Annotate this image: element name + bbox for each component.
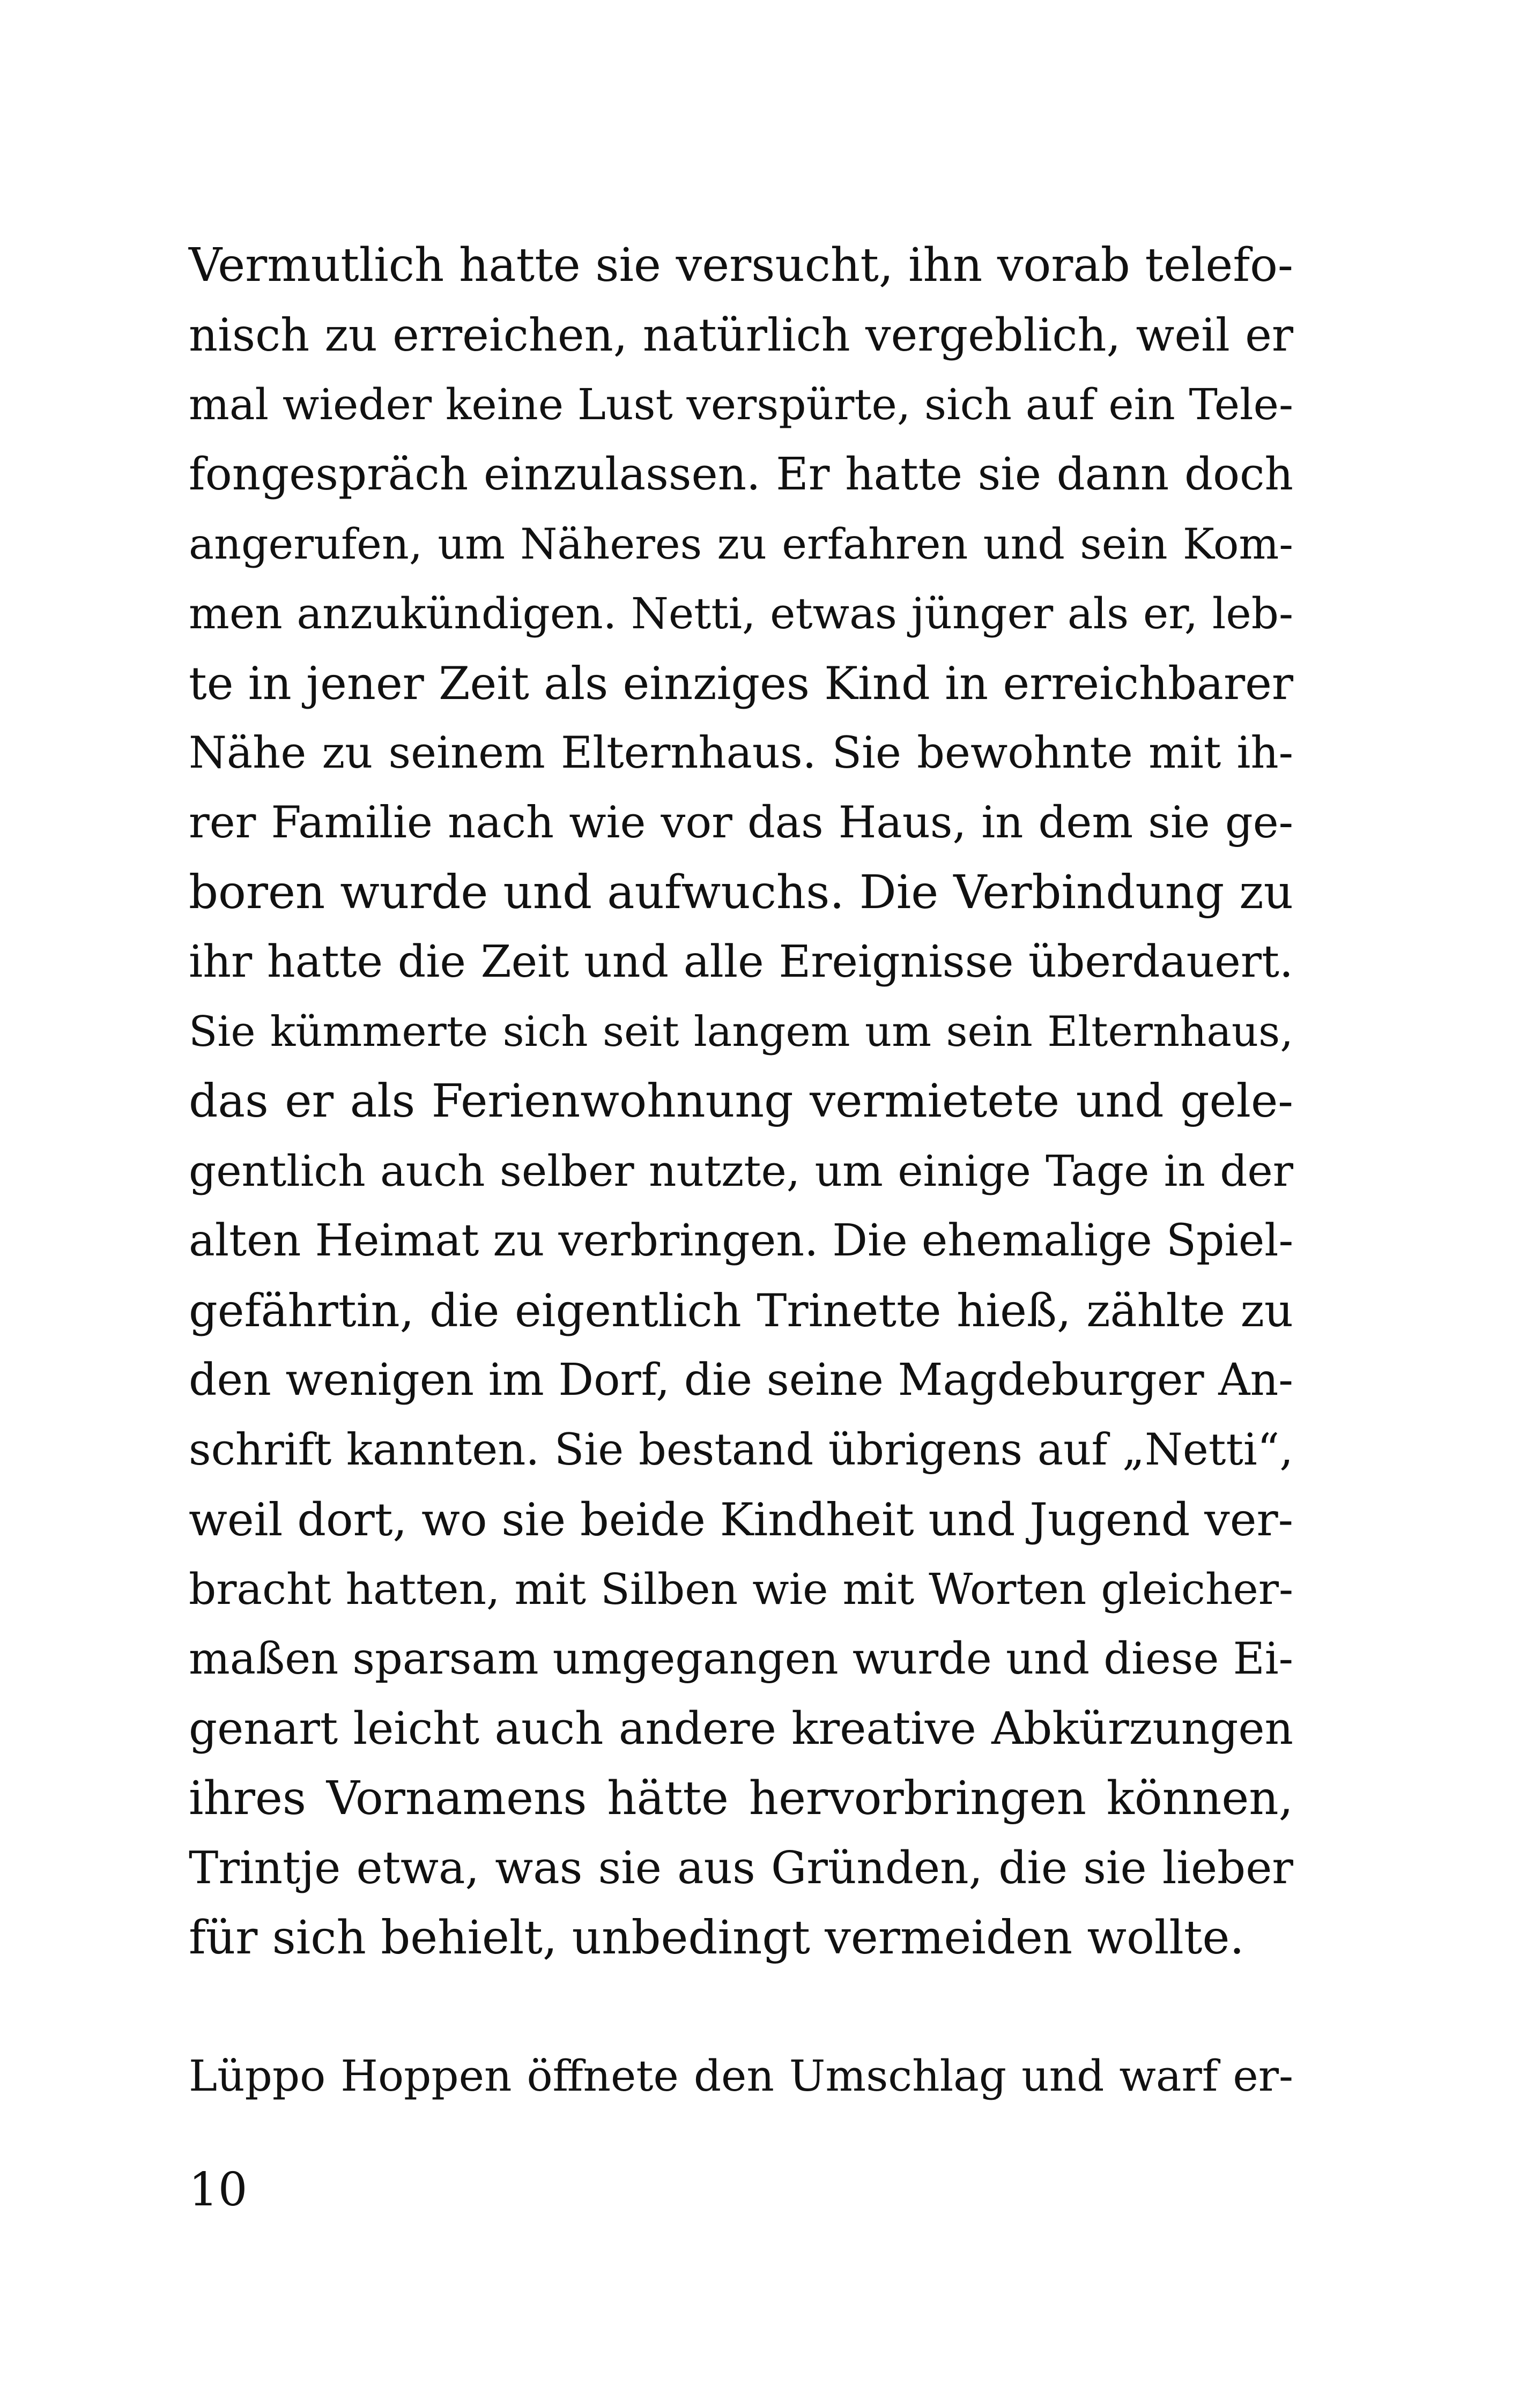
text-line: ihres Vornamens hätte hervorbringen können, bbox=[189, 1772, 1293, 1825]
text-line: weil dort, wo sie beide Kindheit und Jugend ver- bbox=[189, 1493, 1293, 1546]
text-line: alten Heimat zu verbringen. Die ehemalige Spiel- bbox=[189, 1215, 1294, 1266]
text-line: genart leicht auch andere kreative Abkürzungen bbox=[189, 1703, 1293, 1755]
text-line: das er als Ferienwohnung vermietete und gele- bbox=[189, 1075, 1293, 1128]
text-line: schrift kannten. Sie bestand übrigens auf „Netti“, bbox=[189, 1425, 1293, 1475]
text-line: rer Familie nach wie vor das Haus, in dem sie ge- bbox=[189, 798, 1293, 848]
text-line: gentlich auch selber nutzte, um einige Tage in der bbox=[189, 1146, 1293, 1196]
text-line: ihr hatte die Zeit und alle Ereignisse überdauert. bbox=[189, 937, 1293, 987]
text-line: den wenigen im Dorf, die seine Magdeburger An- bbox=[189, 1355, 1293, 1406]
text-line: Sie kümmerte sich seit langem um sein Elternhaus, bbox=[189, 1008, 1293, 1056]
text-line: te in jener Zeit als einziges Kind in erreichbarer bbox=[189, 657, 1293, 710]
text-line: fongespräch einzulassen. Er hatte sie dann doch bbox=[189, 448, 1293, 500]
text-line: boren wurde und aufwuchs. Die Verbindung zu bbox=[189, 866, 1293, 919]
text-line: gefährtin, die eigentlich Trinette hieß, zählte zu bbox=[189, 1284, 1293, 1337]
text-line: Nähe zu seinem Elternhaus. Sie bewohnte mit ih- bbox=[189, 728, 1293, 778]
page-number: 10 bbox=[189, 2163, 248, 2217]
text-line: nisch zu erreichen, natürlich vergeblich, weil er bbox=[189, 309, 1293, 361]
text-line: men anzukündigen. Netti, etwas jünger als er, leb- bbox=[189, 589, 1293, 638]
text-line: bracht hatten, mit Silben wie mit Worten gleicher- bbox=[189, 1564, 1293, 1614]
paragraph-last-line: für sich behielt, unbedingt vermeiden wollte. bbox=[189, 1911, 1244, 1965]
text-line: Trintje etwa, was sie aus Gründen, die sie lieber bbox=[189, 1842, 1293, 1894]
text-line: maßen sparsam umgegangen wurde und diese Ei- bbox=[189, 1634, 1293, 1684]
text-line: Vermutlich hatte sie versucht, ihn vorab telefo- bbox=[189, 239, 1293, 292]
text-line: angerufen, um Näheres zu erfahren und sein Kom- bbox=[189, 519, 1293, 569]
text-line: Lüppo Hoppen öffnete den Umschlag und warf er- bbox=[189, 2051, 1293, 2101]
text-line: mal wieder keine Lust verspürte, sich auf ein Tele- bbox=[189, 380, 1293, 429]
